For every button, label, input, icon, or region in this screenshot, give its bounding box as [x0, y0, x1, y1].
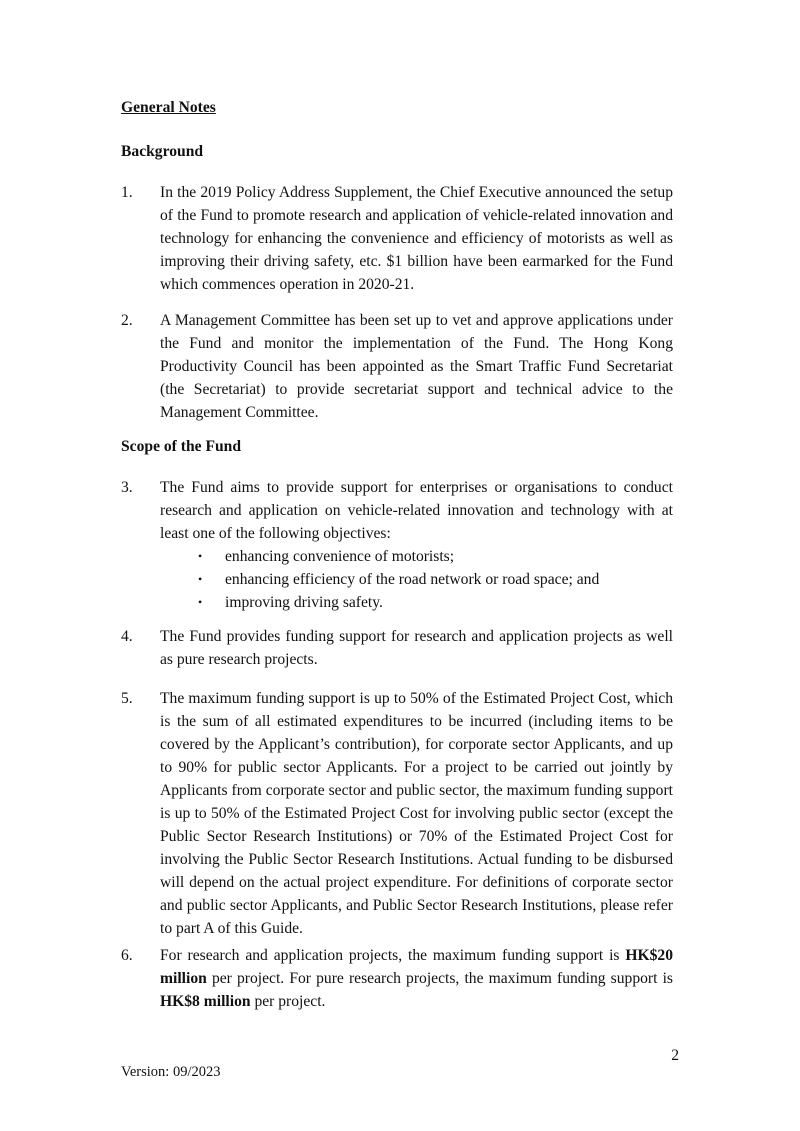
paragraph-number: 2.: [121, 312, 133, 329]
paragraph-text: The maximum funding support is up to 50% of the Estimated Project Cost, which is the sum of all estimated expenditures to be incurred (including items to be covered by the Applicant’s contribution), for corporate sector Applicants, and up to 90% for public sector Applicants. For a project to be carried out jointly by Applicants from corporate sector and public sector, the maximum funding support is up to 50% of the Estimated Project Cost for involving public sector (except the Public Sector Research Institutions) or 70% of the Estimated Project Cost for involving the Public Sector Research Institutions. Actual funding to be disbursed will depend on the actual project expenditure. For definitions of corporate sector and public sector Applicants, and Public Sector Research Institutions, please refer to part A of this Guide.: [160, 690, 673, 937]
version-label: Version: 09/2023: [121, 1064, 221, 1080]
list-item-text: enhancing efficiency of the road network or road space; and: [225, 571, 600, 588]
paragraph-6: [121, 944, 673, 1013]
bullet-icon: •: [198, 549, 203, 563]
background-heading: Background: [121, 143, 204, 160]
paragraph-number: 3.: [121, 479, 133, 496]
objectives-list: [160, 545, 673, 614]
max-funding-pure-research: HK$8 million: [160, 993, 251, 1010]
list-item: [160, 591, 673, 614]
bullet-icon: •: [198, 572, 203, 586]
paragraph-1: [121, 181, 673, 296]
list-item-text: improving driving safety.: [225, 594, 383, 611]
paragraph-number: 4.: [121, 628, 133, 645]
list-item: [160, 568, 673, 591]
paragraph-5: [121, 687, 673, 940]
paragraph-text: The Fund provides funding support for research and application projects as well as pure research projects.: [160, 628, 673, 668]
paragraph-text: The Fund aims to provide support for enterprises or organisations to conduct research and application on vehicle-related innovation and technology with at least one of the following objectives:: [160, 479, 673, 542]
paragraph-3: [121, 476, 673, 614]
text-run: For research and application projects, the maximum funding support is: [160, 947, 626, 964]
page-number: 2: [671, 1047, 679, 1064]
paragraph-number: 5.: [121, 690, 133, 707]
max-funding-research-application: HK$20 million: [160, 947, 673, 987]
list-item-text: enhancing convenience of motorists;: [225, 548, 455, 565]
text-run: per project. For pure research projects, the maximum funding support is: [206, 970, 673, 987]
paragraph-number: 6.: [121, 947, 133, 964]
paragraph-text: In the 2019 Policy Address Supplement, the Chief Executive announced the setup of the Fund to promote research and application of vehicle-related innovation and technology for enhancing the convenience and efficiency of motorists as well as improving their driving safety, etc. $1 billion have been earmarked for the Fund which commences operation in 2020-21.: [160, 184, 673, 293]
paragraph-text: [160, 944, 673, 1013]
bullet-icon: •: [198, 595, 203, 609]
paragraph-text: A Management Committee has been set up to vet and approve applications under the Fund and monitor the implementation of the Fund. The Hong Kong Productivity Council has been appointed as the Smart Traffic Fund Secretariat (the Secretariat) to provide secretariat support and technical advice to the Management Committee.: [160, 312, 673, 421]
paragraph-number: 1.: [121, 184, 133, 201]
paragraph-4: [121, 625, 673, 671]
list-item: [160, 545, 673, 568]
general-notes-heading: General Notes: [121, 99, 216, 116]
scope-heading: Scope of the Fund: [121, 438, 241, 455]
paragraph-2: [121, 309, 673, 424]
text-run: per project.: [250, 993, 326, 1010]
